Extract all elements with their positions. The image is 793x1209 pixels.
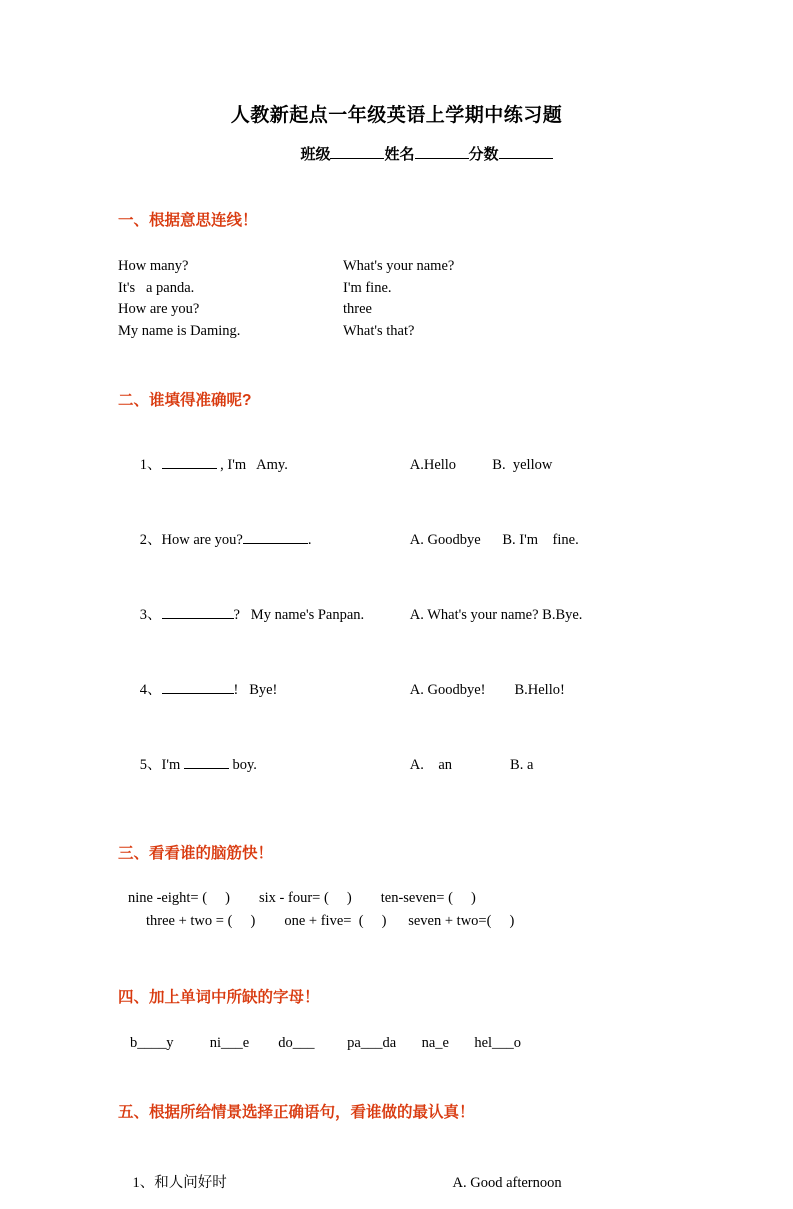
choice-options[interactable]: A. Goodbye! B.Hello! bbox=[409, 682, 565, 698]
choice-question bbox=[140, 678, 410, 699]
name-label: 姓名 bbox=[384, 146, 415, 163]
answer-blank[interactable] bbox=[162, 693, 234, 694]
match-right-text[interactable]: I'm fine. bbox=[343, 279, 392, 296]
question-number: 1、 bbox=[139, 457, 162, 473]
choice-options[interactable]: A. What's your name? B.Bye. bbox=[409, 607, 583, 623]
question-number: 2、 bbox=[139, 532, 162, 548]
match-left-text[interactable]: How many? bbox=[118, 258, 189, 274]
section-heading-4: 四、加上单词中所缺的字母！ bbox=[118, 989, 320, 1006]
match-left-text[interactable]: It's a panda. bbox=[118, 279, 195, 296]
question-text: 和人问好时 bbox=[154, 1175, 227, 1191]
choice-question bbox=[140, 603, 410, 624]
matching-block bbox=[118, 256, 675, 342]
match-row bbox=[118, 278, 675, 300]
situation-option[interactable]: A. Good afternoon bbox=[452, 1175, 562, 1191]
situation-question-row bbox=[118, 1154, 675, 1209]
question-number: 1、 bbox=[132, 1175, 155, 1191]
section-heading-2: 二、谁填得准确呢? bbox=[118, 392, 252, 409]
answer-blank[interactable] bbox=[162, 618, 234, 619]
page-title: 人教新起点一年级英语上学期中练习题 bbox=[230, 105, 563, 126]
match-row bbox=[118, 256, 675, 278]
student-info-line bbox=[118, 143, 675, 164]
choice-options[interactable]: A. Goodbye B. I'm fine. bbox=[409, 532, 579, 548]
answer-blank[interactable] bbox=[162, 468, 217, 469]
question-suffix: ? My name's Panpan. bbox=[233, 607, 365, 623]
match-right-text[interactable]: three bbox=[343, 301, 372, 317]
match-right-text[interactable]: What's your name? bbox=[343, 258, 455, 274]
question-suffix: ! Bye! bbox=[233, 682, 278, 698]
choice-question bbox=[140, 528, 410, 549]
choice-questions-list bbox=[118, 436, 675, 791]
choice-row bbox=[118, 736, 675, 791]
situation-question bbox=[133, 1171, 453, 1192]
class-label: 班级 bbox=[300, 146, 331, 163]
section-heading-3: 三、看看谁的脑筋快！ bbox=[118, 845, 274, 862]
math-row[interactable]: nine -eight= ( ) six - four= ( ) ten-seven= ( ) bbox=[128, 890, 476, 906]
question-suffix: , I'm Amy. bbox=[216, 457, 288, 473]
math-block bbox=[118, 887, 675, 933]
question-prefix: How are you? bbox=[161, 532, 243, 548]
question-number: 3、 bbox=[139, 607, 162, 623]
question-prefix: I'm bbox=[161, 757, 184, 773]
name-blank[interactable] bbox=[415, 158, 469, 159]
choice-row bbox=[118, 511, 675, 566]
match-left-text[interactable]: How are you? bbox=[118, 301, 200, 317]
answer-blank[interactable] bbox=[243, 543, 308, 544]
answer-blank[interactable] bbox=[184, 768, 229, 769]
section-heading-5: 五、根据所给情景选择正确语句，看谁做的最认真！ bbox=[118, 1104, 475, 1121]
match-right-text[interactable]: What's that? bbox=[343, 322, 415, 339]
question-number: 4、 bbox=[139, 682, 162, 698]
question-number: 5、 bbox=[139, 757, 162, 773]
match-left-text[interactable]: My name is Daming. bbox=[118, 322, 241, 339]
section-heading-1: 一、根据意思连线！ bbox=[118, 212, 258, 229]
math-row[interactable]: three + two = ( ) one + five= ( ) seven + two=( ) bbox=[146, 913, 515, 929]
choice-options[interactable]: A.Hello B. yellow bbox=[409, 457, 553, 473]
score-blank[interactable] bbox=[499, 158, 553, 159]
score-label: 分数 bbox=[468, 146, 499, 163]
missing-letters-block[interactable]: b____y ni___e do___ pa___da na_e hel___o bbox=[130, 1035, 522, 1051]
match-row bbox=[118, 299, 675, 321]
match-row bbox=[118, 321, 675, 343]
choice-question bbox=[140, 453, 410, 474]
choice-row bbox=[118, 436, 675, 491]
question-suffix: . bbox=[307, 532, 312, 548]
class-blank[interactable] bbox=[330, 158, 384, 159]
choice-row bbox=[118, 661, 675, 716]
choice-row bbox=[118, 586, 675, 641]
choice-question bbox=[140, 753, 410, 774]
question-suffix: boy. bbox=[228, 757, 257, 773]
choice-options[interactable]: A. an B. a bbox=[409, 757, 534, 773]
